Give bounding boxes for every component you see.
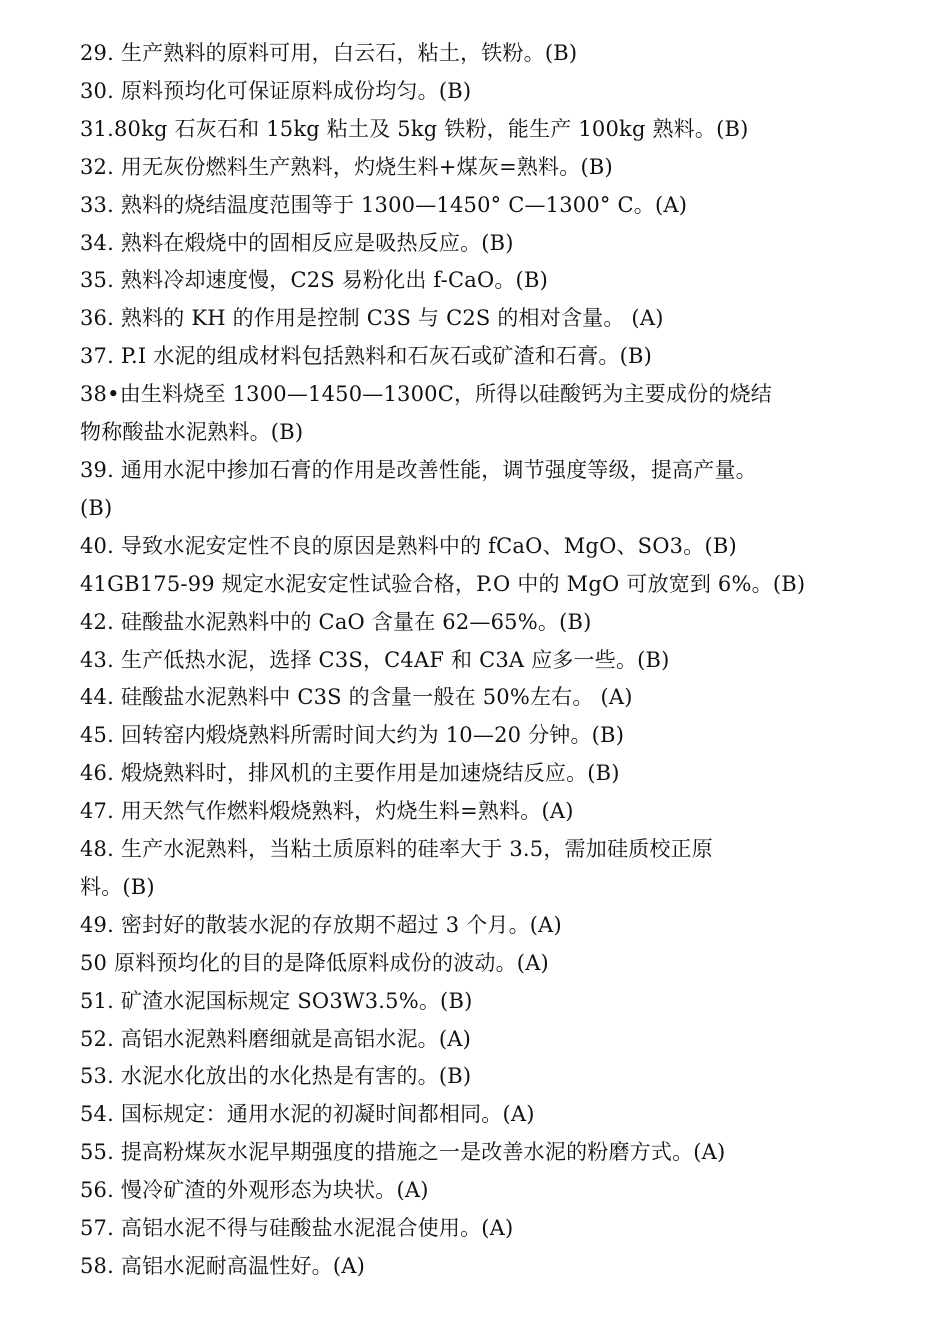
text-line-41: 41GB175-99 规定水泥安定性试验合格，P.O 中的 MgO 可放宽到 6%。(B)	[80, 571, 806, 596]
text-line-31: 31.80kg 石灰石和 15kg 粘土及 5kg 铁粉，能生产 100kg 熟料。(B)	[80, 116, 749, 141]
text-line-32: 32. 用无灰份燃料生产熟料，灼烧生料+煤灰=熟料。(B)	[80, 154, 613, 179]
text-line-53: 53. 水泥水化放出的水化热是有害的。(B)	[80, 1064, 472, 1089]
text-line-40: 40. 导致水泥安定性不良的原因是熟料中的 fCaO、MgO、SO3。(B)	[80, 533, 737, 558]
text-line-30: 30. 原料预均化可保证原料成份均匀。(B)	[80, 78, 472, 103]
text-line-48: 48. 生产水泥熟料，当粘土质原料的硅率大于 3.5，需加硅质校正原	[80, 837, 713, 862]
text-line-37: 37. P.I 水泥的组成材料包括熟料和石灰石或矿渣和石膏。(B)	[80, 344, 653, 369]
text-line-52: 52. 高铝水泥熟料磨细就是高铝水泥。(A)	[80, 1026, 472, 1051]
text-line-29: 29. 生产熟料的原料可用，白云石，粘土，铁粉。(B)	[80, 41, 578, 65]
text-line-38-cont: 物称酸盐水泥熟料。(B)	[80, 420, 304, 445]
document-page	[80, 35, 890, 1286]
text-line-46: 46. 煅烧熟料时，排风机的主要作用是加速烧结反应。(B)	[80, 761, 620, 786]
text-line-48-cont: 料。(B)	[80, 874, 155, 899]
text-line-56: 56. 慢冷矿渣的外观形态为块状。(A)	[80, 1178, 429, 1203]
text-line-45: 45. 回转窑内煅烧熟料所需时间大约为 10—20 分钟。(B)	[80, 723, 625, 748]
text-line-43: 43. 生产低热水泥，选择 C3S，C4AF 和 C3A 应多一些。(B)	[80, 647, 670, 672]
text-line-44: 44. 硅酸盐水泥熟料中 C3S 的含量一般在 50%左右。 (A)	[80, 685, 633, 710]
text-line-57: 57. 高铝水泥不得与硅酸盐水泥混合使用。(A)	[80, 1216, 514, 1241]
text-line-51: 51. 矿渣水泥国标规定 SO3W3.5%。(B)	[80, 988, 473, 1013]
text-line-35: 35. 熟料冷却速度慢，C2S 易粉化出 f-CaO。(B)	[80, 268, 548, 293]
text-line-42: 42. 硅酸盐水泥熟料中的 CaO 含量在 62—65%。(B)	[80, 609, 592, 634]
text-line-39: 39. 通用水泥中掺加石膏的作用是改善性能，调节强度等级，提高产量。	[80, 457, 757, 482]
text-line-49: 49. 密封好的散装水泥的存放期不超过 3 个月。(A)	[80, 912, 562, 937]
text-line-38: 38•由生料烧至 1300—1450—1300C，所得以硅酸钙为主要成份的烧结	[80, 382, 772, 407]
text-line-39-cont: (B)	[80, 495, 113, 520]
text-line-54: 54. 国标规定：通用水泥的初凝时间都相同。(A)	[80, 1102, 535, 1127]
text-line-58: 58. 高铝水泥耐高温性好。(A)	[80, 1254, 366, 1278]
text-line-50: 50 原料预均化的目的是降低原料成份的波动。(A)	[80, 950, 549, 975]
text-line-33: 33. 熟料的烧结温度范围等于 1300—1450° C—1300° C。(A)	[80, 192, 688, 217]
text-line-34: 34. 熟料在煅烧中的固相反应是吸热反应。(B)	[80, 230, 514, 255]
text-line-47: 47. 用天然气作燃料煅烧熟料，灼烧生料=熟料。(A)	[80, 799, 574, 824]
text-line-55: 55. 提高粉煤灰水泥早期强度的措施之一是改善水泥的粉磨方式。(A)	[80, 1140, 726, 1165]
text-line-36: 36. 熟料的 KH 的作用是控制 C3S 与 C2S 的相对含量。 (A)	[80, 306, 664, 331]
